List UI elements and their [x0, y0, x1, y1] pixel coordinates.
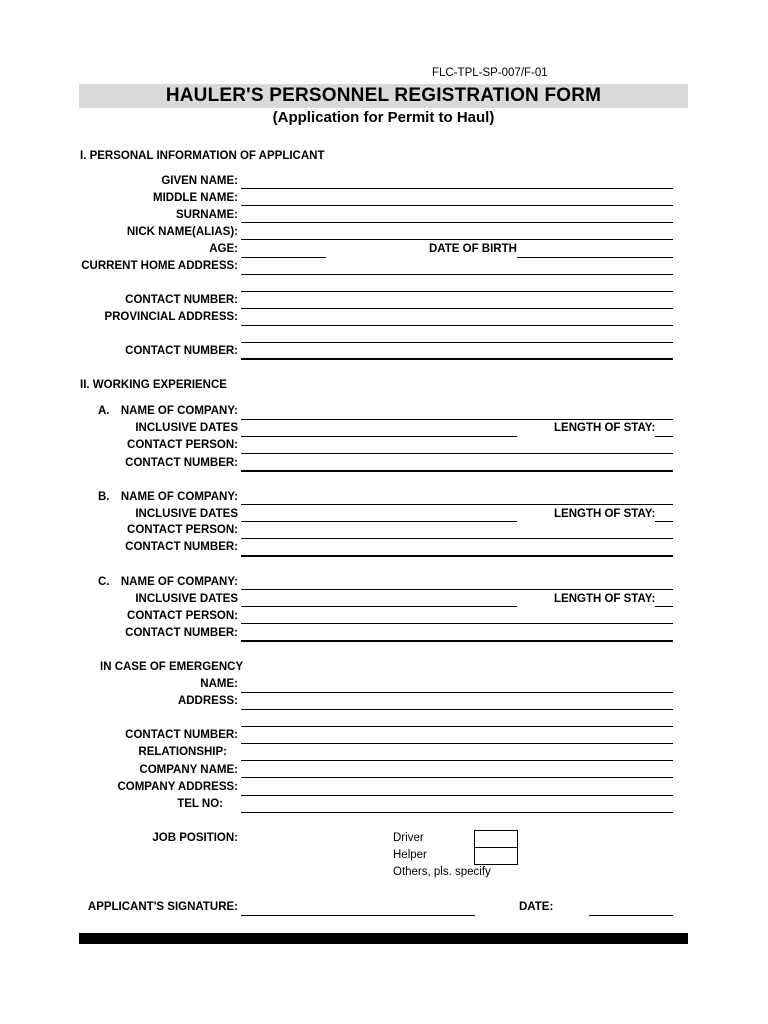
emergency-tel-no-field[interactable]	[241, 812, 673, 813]
surname-field[interactable]	[241, 222, 673, 223]
experience-a-letter: A.	[98, 405, 110, 417]
job-helper-checkbox[interactable]	[474, 847, 518, 865]
experience-c-dates-label: INCLUSIVE DATES	[135, 593, 238, 605]
experience-a-company-label: NAME OF COMPANY:	[120, 405, 238, 417]
experience-b-person-field[interactable]	[241, 538, 673, 539]
experience-c-dates-field[interactable]	[241, 606, 517, 607]
experience-b-company-field[interactable]	[241, 504, 673, 505]
provincial-contact-number-label: CONTACT NUMBER:	[125, 345, 238, 357]
signature-field[interactable]	[241, 915, 475, 916]
experience-c-letter: C.	[98, 576, 110, 588]
experience-a-number-field[interactable]	[241, 470, 673, 472]
emergency-name-field[interactable]	[241, 692, 673, 693]
experience-c-company-field[interactable]	[241, 589, 673, 590]
experience-a-person-label: CONTACT PERSON:	[127, 439, 238, 451]
experience-c-stay-label: LENGTH OF STAY:	[554, 593, 656, 605]
emergency-address-field-1[interactable]	[241, 709, 673, 710]
bottom-bar	[79, 933, 688, 944]
emergency-section-title: IN CASE OF EMERGENCY	[100, 661, 244, 673]
emergency-name-label: NAME:	[200, 678, 238, 690]
surname-label: SURNAME:	[176, 209, 238, 221]
experience-a-dates-label: INCLUSIVE DATES	[135, 422, 238, 434]
job-driver-checkbox[interactable]	[474, 830, 518, 848]
experience-b-dates-field[interactable]	[241, 521, 517, 522]
experience-b-number-field[interactable]	[241, 555, 673, 557]
emergency-tel-no-label: TEL NO:	[177, 798, 223, 810]
nick-name-field[interactable]	[241, 239, 673, 240]
date-label: DATE:	[519, 901, 554, 913]
current-address-field-1[interactable]	[241, 274, 673, 275]
section-personal-title: I. PERSONAL INFORMATION OF APPLICANT	[80, 150, 325, 162]
nick-name-label: NICK NAME(ALIAS):	[126, 226, 238, 238]
experience-b-company-label: NAME OF COMPANY:	[120, 491, 238, 503]
date-of-birth-label: DATE OF BIRTH	[429, 243, 517, 255]
experience-a-person-field[interactable]	[241, 453, 673, 454]
experience-a-stay-field[interactable]	[655, 436, 673, 437]
experience-c-company-label: NAME OF COMPANY:	[120, 576, 238, 588]
experience-c-number-label: CONTACT NUMBER:	[125, 627, 238, 639]
document-code: FLC-TPL-SP-007/F-01	[432, 67, 548, 79]
current-address-label: CURRENT HOME ADDRESS:	[81, 260, 238, 272]
emergency-company-name-field[interactable]	[241, 777, 673, 778]
given-name-label: GIVEN NAME:	[161, 175, 238, 187]
provincial-address-label: PROVINCIAL ADDRESS:	[104, 311, 238, 323]
given-name-field[interactable]	[241, 188, 673, 189]
experience-c-person-field[interactable]	[241, 623, 673, 624]
emergency-relationship-label: RELATIONSHIP:	[138, 746, 227, 758]
middle-name-field[interactable]	[241, 205, 673, 206]
age-field[interactable]	[241, 257, 326, 258]
section-experience-title: II. WORKING EXPERIENCE	[80, 379, 227, 391]
emergency-address-label: ADDRESS:	[177, 695, 238, 707]
form-title: HAULER'S PERSONNEL REGISTRATION FORM	[165, 85, 602, 106]
provincial-address-field-2[interactable]	[241, 342, 673, 343]
middle-name-label: MIDDLE NAME:	[153, 192, 238, 204]
experience-a-number-label: CONTACT NUMBER:	[125, 457, 238, 469]
contact-number-field[interactable]	[241, 308, 673, 309]
experience-b-letter: B.	[98, 491, 110, 503]
experience-b-number-label: CONTACT NUMBER:	[125, 541, 238, 553]
experience-c-number-field[interactable]	[241, 640, 673, 642]
emergency-relationship-field[interactable]	[241, 760, 673, 761]
contact-number-label: CONTACT NUMBER:	[125, 294, 238, 306]
experience-b-stay-field[interactable]	[655, 521, 673, 522]
emergency-contact-number-label: CONTACT NUMBER:	[125, 729, 238, 741]
provincial-address-field-1[interactable]	[241, 325, 673, 326]
job-option-driver: Driver	[393, 832, 424, 844]
experience-c-stay-field[interactable]	[655, 606, 673, 607]
emergency-company-address-label: COMPANY ADDRESS:	[117, 781, 238, 793]
emergency-contact-number-field[interactable]	[241, 743, 673, 744]
experience-a-dates-field[interactable]	[241, 436, 517, 437]
job-option-others: Others, pls. specify	[393, 866, 491, 878]
emergency-company-name-label: COMPANY NAME:	[139, 764, 238, 776]
date-field[interactable]	[589, 915, 673, 916]
emergency-company-address-field[interactable]	[241, 795, 673, 796]
experience-b-dates-label: INCLUSIVE DATES	[135, 508, 238, 520]
experience-c-person-label: CONTACT PERSON:	[127, 610, 238, 622]
date-of-birth-field[interactable]	[517, 257, 673, 258]
experience-b-person-label: CONTACT PERSON:	[127, 524, 238, 536]
current-address-field-2[interactable]	[241, 291, 673, 292]
experience-a-stay-label: LENGTH OF STAY:	[554, 422, 656, 434]
job-position-label: JOB POSITION:	[152, 832, 238, 844]
experience-b-stay-label: LENGTH OF STAY:	[554, 508, 656, 520]
job-option-helper: Helper	[393, 849, 427, 861]
emergency-address-field-2[interactable]	[241, 726, 673, 727]
age-label: AGE:	[209, 243, 238, 255]
signature-label: APPLICANT'S SIGNATURE:	[87, 901, 238, 913]
provincial-contact-number-field[interactable]	[241, 358, 673, 360]
experience-a-company-field[interactable]	[241, 419, 673, 420]
form-subtitle: (Application for Permit to Haul)	[272, 109, 495, 126]
